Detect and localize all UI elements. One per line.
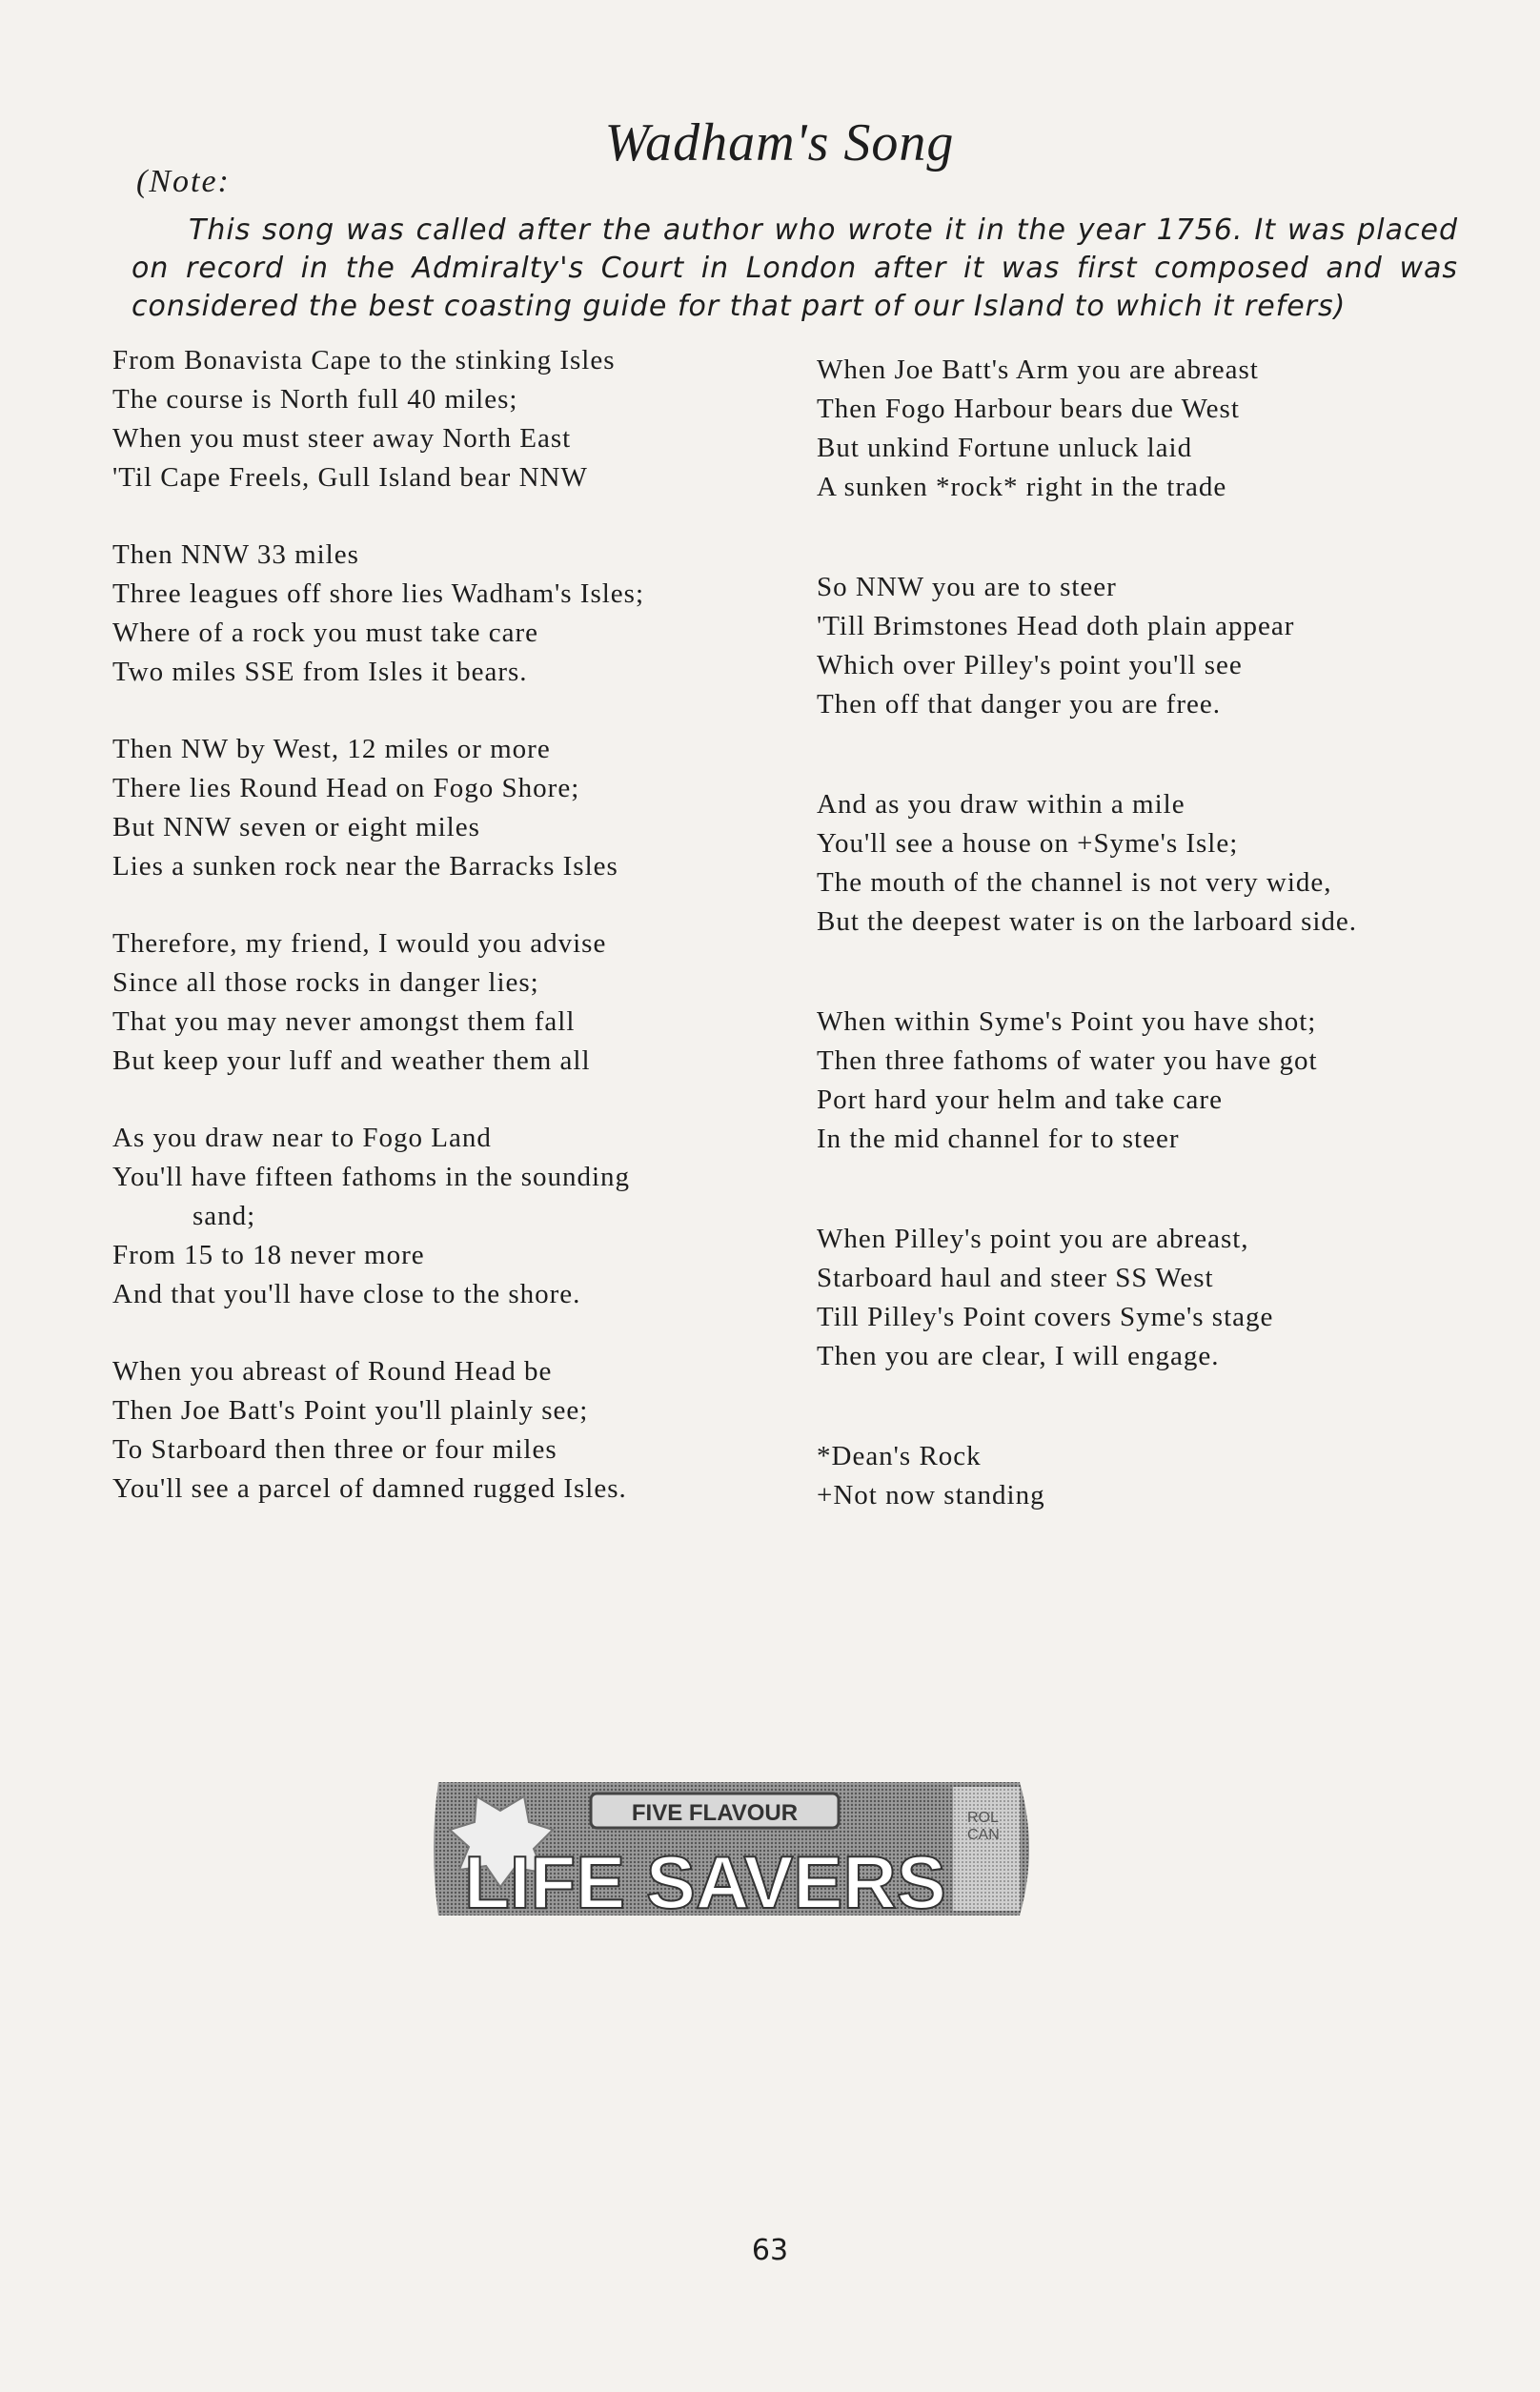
left-column (112, 341, 780, 1547)
verse-line: Port hard your helm and take care (817, 1085, 1223, 1115)
stanza (817, 1003, 1503, 1159)
verse-line: sand; (192, 1201, 256, 1231)
stanza (112, 536, 780, 692)
verse-line: But keep your luff and weather them all (112, 1045, 591, 1076)
verse-line: Which over Pilley's point you'll see (817, 650, 1243, 680)
verse-line: Where of a rock you must take care (112, 618, 539, 648)
stanza (112, 1119, 780, 1314)
verse-line: A sunken *rock* right in the trade (817, 472, 1227, 502)
verse-line: So NNW you are to steer (817, 572, 1117, 602)
verse-line: You'll see a house on +Syme's Isle; (817, 828, 1239, 859)
verse-line: Lies a sunken rock near the Barracks Isles (112, 851, 618, 882)
stanza (817, 568, 1503, 724)
verse-line: Starboard haul and steer SS West (817, 1263, 1214, 1293)
stanza (112, 924, 780, 1081)
note-heading: (Note: (136, 164, 231, 199)
verse-line: But the deepest water is on the larboard side. (817, 906, 1358, 937)
verse-line: When Joe Batt's Arm you are abreast (817, 355, 1259, 385)
side-text-bottom: CAN (967, 1827, 1000, 1843)
verse-line: From 15 to 18 never more (112, 1240, 425, 1270)
flavour-banner-text: FIVE FLAVOUR (631, 1800, 799, 1826)
page-number: 63 (751, 2234, 789, 2267)
verse-line: And that you'll have close to the shore. (112, 1279, 581, 1309)
brand-logo-text: LIFE SAVERS (464, 1840, 946, 1924)
verse-line: But NNW seven or eight miles (112, 812, 480, 842)
verse-line: Till Pilley's Point covers Syme's stage (817, 1302, 1274, 1332)
verse-line: Then NW by West, 12 miles or more (112, 734, 551, 764)
stanza (817, 785, 1503, 942)
verse-line: That you may never amongst them fall (112, 1006, 576, 1037)
footnotes (817, 1437, 1503, 1515)
verse-line: Two miles SSE from Isles it bears. (112, 657, 528, 687)
footnote: *Dean's Rock (817, 1441, 982, 1471)
verse-line: When within Syme's Point you have shot; (817, 1006, 1317, 1037)
verse-line: Therefore, my friend, I would you advise (112, 928, 607, 959)
stanza (817, 351, 1503, 507)
verse-line: Then Joe Batt's Point you'll plainly see; (112, 1395, 589, 1426)
verse-line: Then NNW 33 miles (112, 539, 359, 570)
stanza (112, 730, 780, 886)
right-column (817, 351, 1503, 1553)
footnote: +Not now standing (817, 1480, 1045, 1510)
stanza (112, 1352, 780, 1509)
verse-line: Then three fathoms of water you have got (817, 1045, 1318, 1076)
verse-line: In the mid channel for to steer (817, 1124, 1180, 1154)
note-text (132, 212, 1458, 326)
stanza (112, 341, 780, 497)
verse-line: When you abreast of Round Head be (112, 1356, 553, 1387)
verse-line: Three leagues off shore lies Wadham's Isles; (112, 578, 644, 609)
side-text-top: ROL (967, 1810, 999, 1826)
verse-line: The mouth of the channel is not very wide, (817, 867, 1332, 898)
page-title: Wadham's Song (604, 113, 955, 172)
candy-roll-end (953, 1787, 1020, 1911)
verse-line: To Starboard then three or four miles (112, 1434, 557, 1465)
stanza (817, 1220, 1503, 1376)
verse-line: Then you are clear, I will engage. (817, 1341, 1220, 1371)
verse-line: Since all those rocks in danger lies; (112, 967, 539, 998)
verse-line: And as you draw within a mile (817, 789, 1185, 820)
note-text-content: This song was called after the author who wrote it in the year 1756. It was placed on record in the Admiralty's Court in London after it was first composed and was considered the best coasting guide for that part of our Island to which it refers) (132, 213, 1458, 323)
verse-line: Then Fogo Harbour bears due West (817, 394, 1240, 424)
verse-line: You'll have fifteen fathoms in the sounding (112, 1162, 631, 1192)
verse-line: 'Till Brimstones Head doth plain appear (817, 611, 1295, 641)
verse-line: From Bonavista Cape to the stinking Isles (112, 345, 616, 375)
verse-line: When you must steer away North East (112, 423, 572, 454)
verse-line: But unkind Fortune unluck laid (817, 433, 1193, 463)
verse-line: As you draw near to Fogo Land (112, 1123, 492, 1153)
verse-line: When Pilley's point you are abreast, (817, 1224, 1249, 1254)
verse-line: The course is North full 40 miles; (112, 384, 518, 415)
verse-line: There lies Round Head on Fogo Shore; (112, 773, 580, 803)
life-savers-advert (419, 1753, 1048, 1944)
verse-line: Then off that danger you are free. (817, 689, 1221, 720)
verse-line: 'Til Cape Freels, Gull Island bear NNW (112, 462, 588, 493)
verse-line: You'll see a parcel of damned rugged Isles. (112, 1473, 627, 1504)
